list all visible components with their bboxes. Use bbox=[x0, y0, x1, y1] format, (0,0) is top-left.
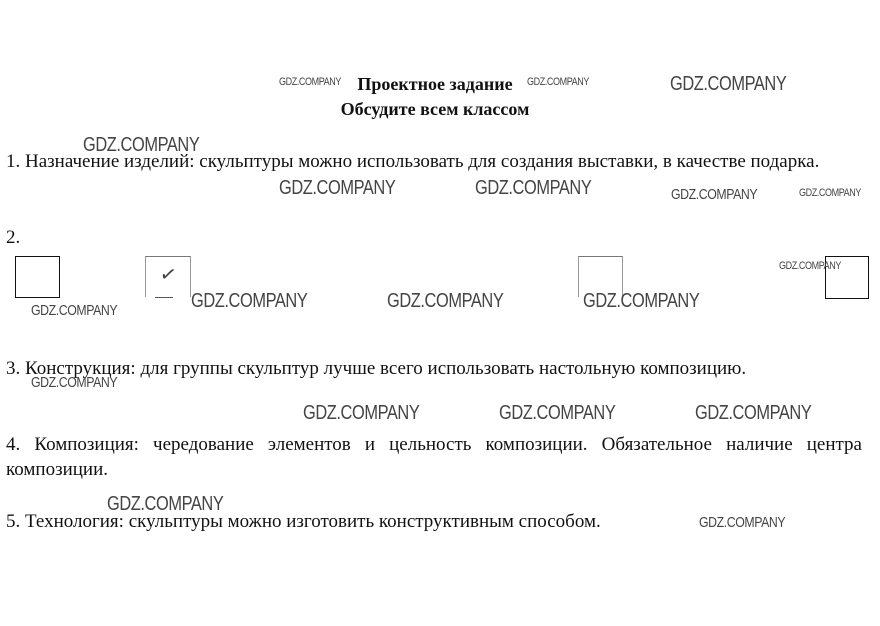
checkbox-option-2-bottom-edge bbox=[155, 297, 173, 298]
task-item-2-label: 2. bbox=[6, 227, 21, 248]
watermark: GDZ.COMPANY bbox=[695, 402, 812, 424]
checkbox-option-1[interactable] bbox=[15, 256, 60, 298]
checkmark-icon: ✓ bbox=[158, 260, 179, 288]
watermark: GDZ.COMPANY bbox=[303, 402, 420, 424]
watermark: GDZ.COMPANY bbox=[279, 76, 341, 88]
watermark: GDZ.COMPANY bbox=[779, 260, 841, 272]
watermark: GDZ.COMPANY bbox=[583, 290, 700, 312]
task-item-5: 5. Технология: скульптуры можно изготовить конструктивным способом. bbox=[6, 511, 601, 532]
watermark: GDZ.COMPANY bbox=[31, 374, 118, 391]
watermark: GDZ.COMPANY bbox=[83, 134, 200, 156]
watermark: GDZ.COMPANY bbox=[527, 76, 589, 88]
task-item-3: 3. Конструкция: для группы скульптур лучше всего использовать настольную композицию. bbox=[6, 358, 747, 379]
watermark: GDZ.COMPANY bbox=[699, 514, 786, 531]
watermark: GDZ.COMPANY bbox=[670, 73, 787, 95]
watermark: GDZ.COMPANY bbox=[475, 177, 592, 199]
watermark: GDZ.COMPANY bbox=[279, 177, 396, 199]
watermark: GDZ.COMPANY bbox=[387, 290, 504, 312]
watermark: GDZ.COMPANY bbox=[31, 302, 118, 319]
task-item-1: 1. Назначение изделий: скульптуры можно использовать для создания выставки, в качестве подарка. bbox=[6, 151, 820, 172]
task-item-4: 4. Композиция: чередование элементов и цельность композиции. Обязательное наличие центра композиции. bbox=[6, 434, 862, 480]
page-title: Проектное задание bbox=[357, 74, 513, 94]
watermark: GDZ.COMPANY bbox=[671, 186, 758, 203]
watermark: GDZ.COMPANY bbox=[191, 290, 308, 312]
watermark: GDZ.COMPANY bbox=[499, 402, 616, 424]
page-subtitle: Обсудите всем классом bbox=[340, 99, 530, 119]
watermark: GDZ.COMPANY bbox=[107, 493, 224, 515]
watermark: GDZ.COMPANY bbox=[799, 187, 861, 199]
